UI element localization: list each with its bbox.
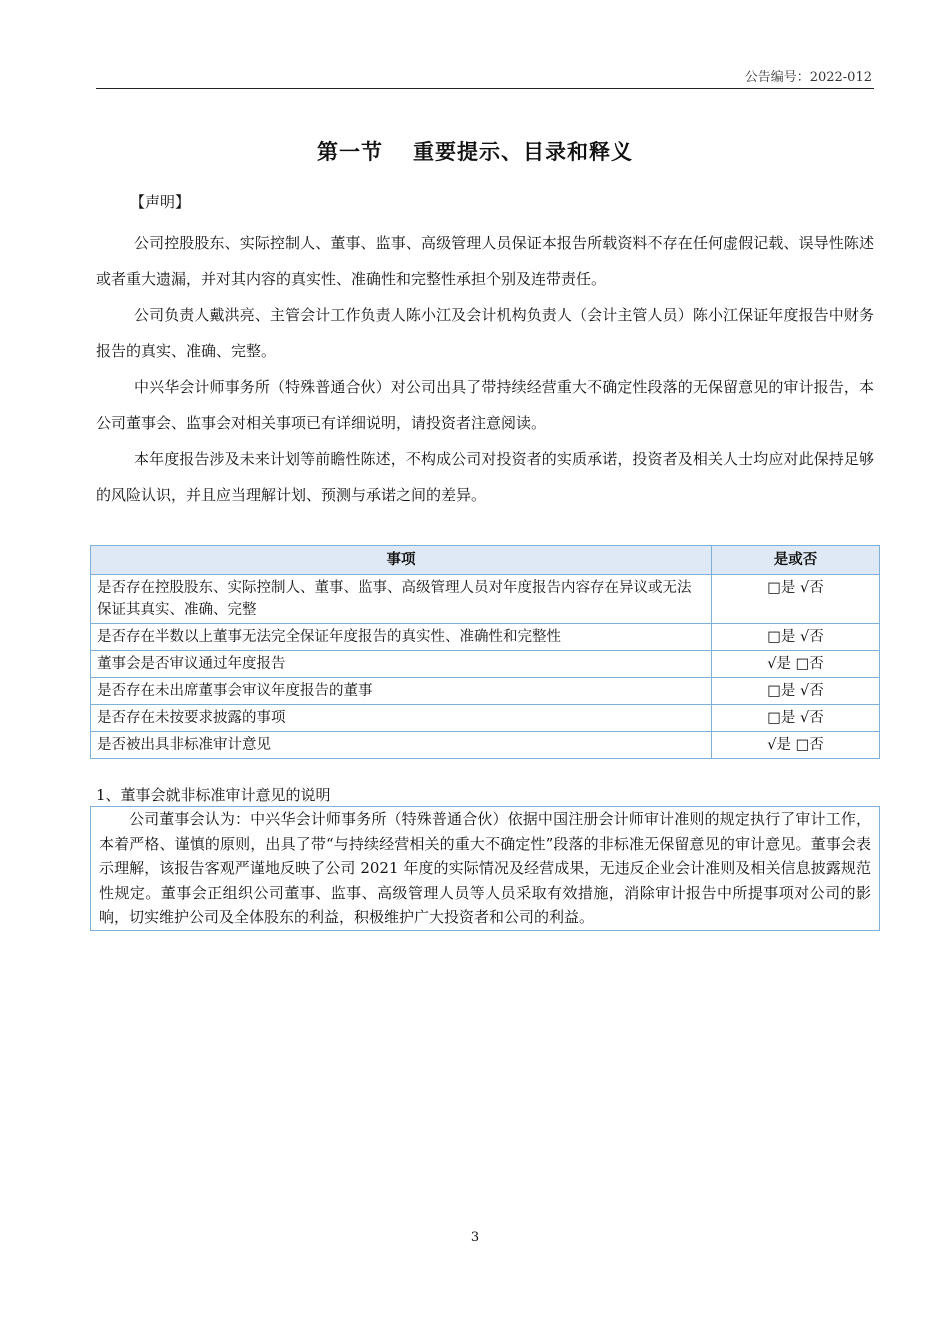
- table-cell-answer: □是 √否: [712, 705, 880, 732]
- table-header-answer: 是或否: [712, 546, 880, 575]
- table-cell-item: 是否存在半数以上董事无法完全保证年度报告的真实性、准确性和完整性: [91, 624, 712, 651]
- statement-paragraph: 本年度报告涉及未来计划等前瞻性陈述，不构成公司对投资者的实质承诺，投资者及相关人士均应对此保持足够的风险认识，并且应当理解计划、预测与承诺之间的差异。: [96, 450, 874, 504]
- table-cell-item: 是否被出具非标准审计意见: [91, 732, 712, 759]
- table-row: [91, 705, 880, 732]
- section-title-text: 重要提示、目录和释义: [413, 140, 633, 164]
- table-cell-answer: √是 □否: [712, 651, 880, 678]
- table-cell-answer: □是 √否: [712, 678, 880, 705]
- confirmation-table: [90, 545, 880, 759]
- statement-paragraph: 公司控股股东、实际控制人、董事、监事、高级管理人员保证本报告所载资料不存在任何虚假记载、误导性陈述或者重大遗漏，并对其内容的真实性、准确性和完整性承担个别及连带责任。: [96, 234, 874, 288]
- table-row: [91, 678, 880, 705]
- table-cell-answer: □是 √否: [712, 624, 880, 651]
- table-row: [91, 651, 880, 678]
- section-title: [0, 136, 950, 166]
- table-cell-answer: □是 √否: [712, 575, 880, 624]
- table-cell-item: 是否存在控股股东、实际控制人、董事、监事、高级管理人员对年度报告内容存在异议或无法保证其真实、准确、完整: [91, 575, 712, 624]
- table-row: [91, 732, 880, 759]
- statement-label: 【声明】: [130, 193, 191, 211]
- table-row: [91, 624, 880, 651]
- page-number: 3: [470, 1230, 480, 1245]
- table-cell-item: 是否存在未出席董事会审议年度报告的董事: [91, 678, 712, 705]
- document-number: 公告编号：2022-012: [744, 70, 872, 85]
- table-row: [91, 575, 880, 624]
- table-header-item: 事项: [91, 546, 712, 575]
- table-cell-item: 董事会是否审议通过年度报告: [91, 651, 712, 678]
- statement-paragraphs: [96, 225, 874, 513]
- note-body: 公司董事会认为：中兴华会计师事务所（特殊普通合伙）依据中国注册会计师审计准则的规定执行了审计工作，本着严格、谨慎的原则，出具了带“与持续经营相关的重大不确定性”段落的非标准无保留意见的审计意见。董事会表示理解，该报告客观严谨地反映了公司 2021 年度的实际情况及经营成果，无违反企业会计准则及相关信息披露规范性规定。董事会正组织公司董事、监事、高级管理人员等人员采取有效措施，消除审计报告中所提事项对公司的影响，切实维护公司及全体股东的利益，积极维护广大投资者和公司的利益。: [90, 806, 880, 931]
- statement-paragraph: 中兴华会计师事务所（特殊普通合伙）对公司出具了带持续经营重大不确定性段落的无保留意见的审计报告，本公司董事会、监事会对相关事项已有详细说明，请投资者注意阅读。: [96, 378, 874, 432]
- table-cell-item: 是否存在未按要求披露的事项: [91, 705, 712, 732]
- table-cell-answer: √是 □否: [712, 732, 880, 759]
- table-header-row: [91, 546, 880, 575]
- section-number: 第一节: [317, 140, 383, 164]
- note-title: 1、董事会就非标准审计意见的说明: [96, 786, 331, 804]
- statement-paragraph: 公司负责人戴洪亮、主管会计工作负责人陈小江及会计机构负责人（会计主管人员）陈小江保证年度报告中财务报告的真实、准确、完整。: [96, 306, 874, 360]
- header-divider: [96, 88, 874, 89]
